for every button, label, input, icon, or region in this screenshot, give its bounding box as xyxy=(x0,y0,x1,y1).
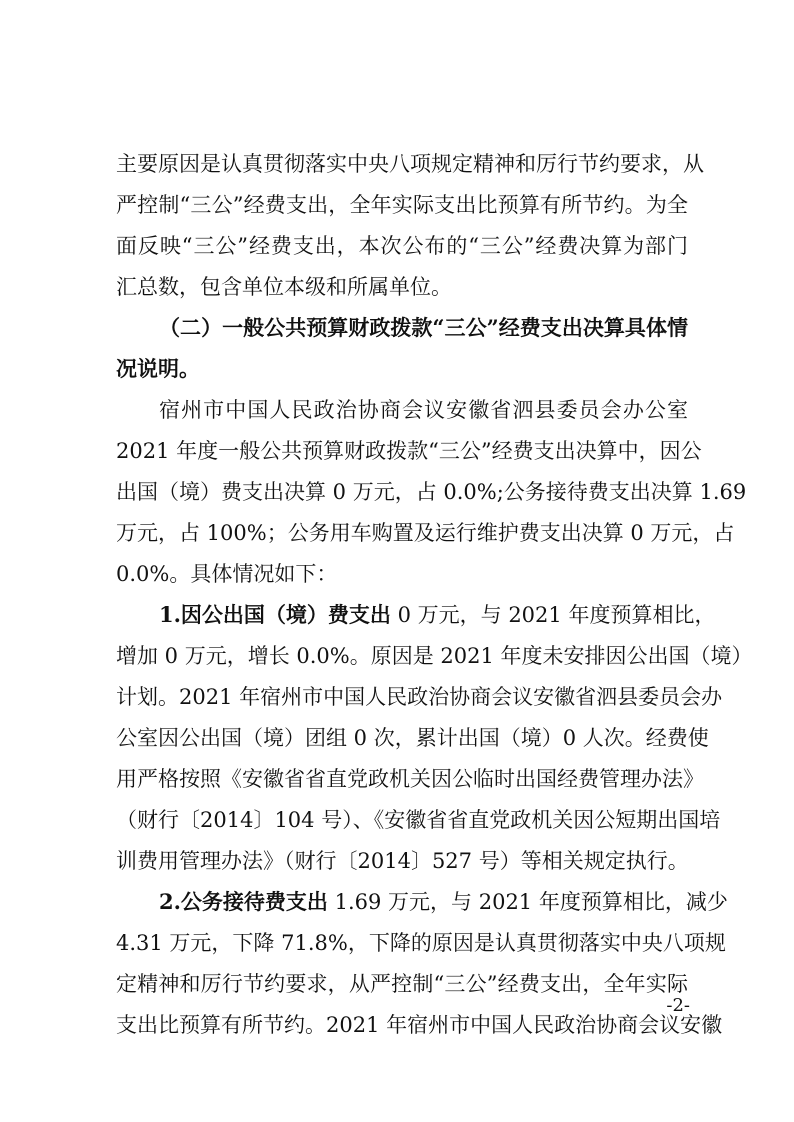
section-heading: （二）一般公共预算财政拨款“三公”经费支出决算具体情 xyxy=(159,315,688,340)
section-heading: 况说明。 xyxy=(116,356,200,381)
paragraph-line: （财行〔2014〕104 号）、《安徽省省直党政机关因公短期出国培 xyxy=(116,808,721,832)
paragraph-line: 公室因公出国（境）团组 0 次，累计出国（境）0 人次。经费使 xyxy=(116,726,709,750)
paragraph-line: 万元，占 100%；公务用车购置及运行维护费支出决算 0 万元，占 xyxy=(116,521,735,545)
paragraph-line: 增加 0 万元，增长 0.0%。原因是 2021 年度未安排因公出国（境） xyxy=(116,644,753,668)
paragraph-line-with-heading xyxy=(159,882,728,922)
paragraph-line: 支出比预算有所节约。2021 年宿州市中国人民政治协商会议安徽 xyxy=(116,1013,723,1037)
paragraph-line: 2021 年度一般公共预算财政拨款“三公”经费支出决算中，因公 xyxy=(116,439,702,463)
item-text: 0 万元，与 2021 年度预算相比， xyxy=(390,603,716,627)
paragraph-line-with-heading xyxy=(159,595,716,635)
paragraph-line: 计划。2021 年宿州市中国人民政治协商会议安徽省泗县委员会办 xyxy=(116,685,723,709)
item-heading: 1.因公出国（境）费支出 xyxy=(159,602,391,627)
item-heading: 2.公务接待费支出 xyxy=(159,889,328,914)
page-number: -2- xyxy=(666,995,690,1016)
item-text: 1.69 万元，与 2021 年度预算相比，减少 xyxy=(327,890,728,914)
paragraph-line: 严控制“三公”经费支出，全年实际支出比预算有所节约。为全 xyxy=(116,193,688,217)
paragraph-line: 主要原因是认真贯彻落实中央八项规定精神和厉行节约要求，从 xyxy=(116,152,704,176)
paragraph-line: 宿州市中国人民政治协商会议安徽省泗县委员会办公室 xyxy=(159,398,688,422)
paragraph-line: 出国（境）费支出决算 0 万元，占 0.0%;公务接待费支出决算 1.69 xyxy=(116,480,747,504)
paragraph-line: 训费用管理办法》（财行〔2014〕527 号）等相关规定执行。 xyxy=(116,849,689,873)
paragraph-line: 面反映“三公”经费支出，本次公布的“三公”经费决算为部门 xyxy=(116,234,688,258)
paragraph-line: 0.0%。具体情况如下： xyxy=(116,562,338,586)
paragraph-line: 定精神和厉行节约要求，从严控制“三公”经费支出，全年实际 xyxy=(116,972,688,996)
paragraph-line: 4.31 万元，下降 71.8%，下降的原因是认真贯彻落实中央八项规 xyxy=(116,931,726,955)
paragraph-line: 用严格按照《安徽省省直党政机关因公临时出国经费管理办法》 xyxy=(116,767,704,791)
paragraph-line: 汇总数，包含单位本级和所属单位。 xyxy=(116,275,452,299)
